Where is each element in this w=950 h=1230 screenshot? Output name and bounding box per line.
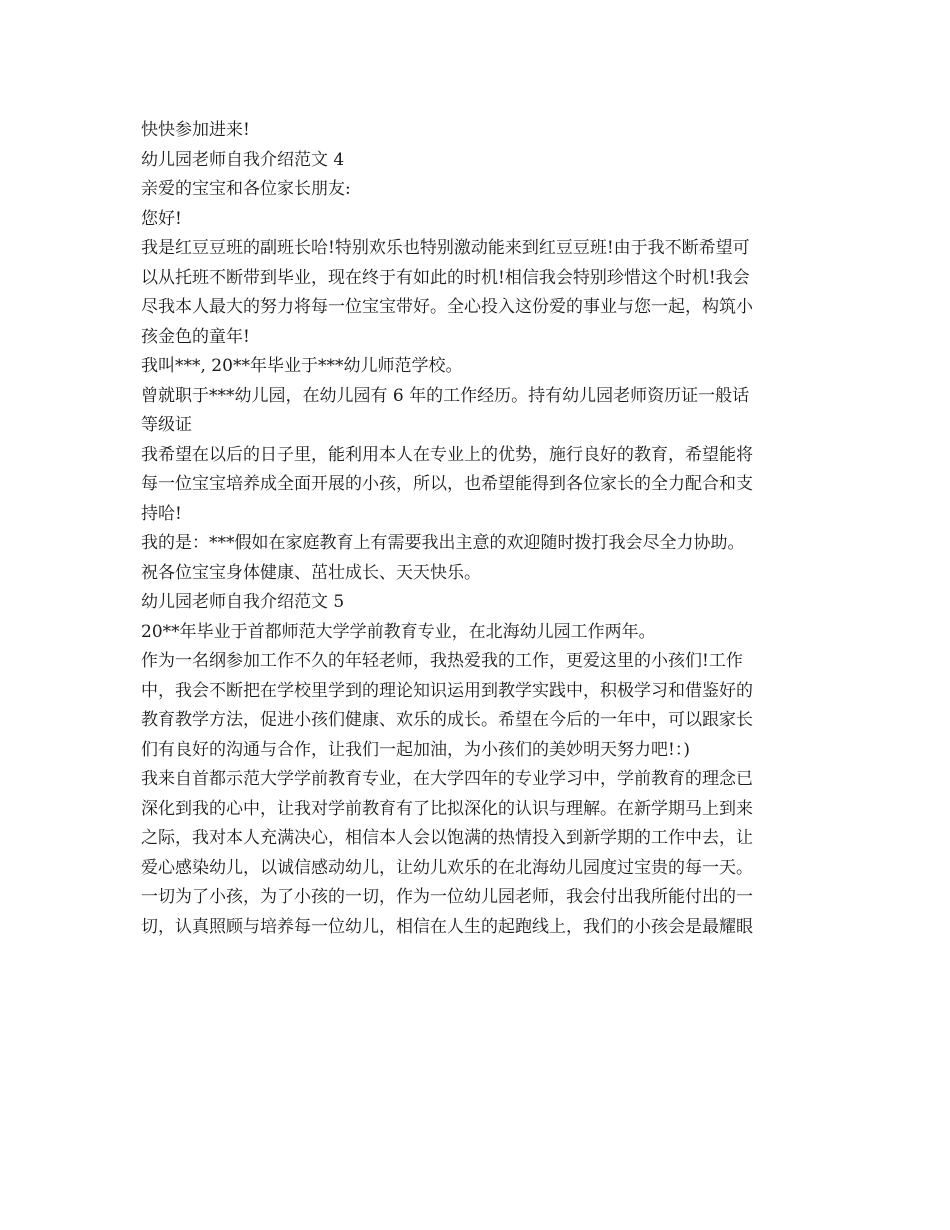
text-line: 我来自首都示范大学学前教育专业，在大学四年的专业学习中，学前教育的理念已 <box>141 769 753 789</box>
text-line: 曾就职于***幼儿园，在幼儿园有 6 年的工作经历。持有幼儿园老师资历证一般话 <box>141 385 750 406</box>
greeting-line: 您好! <box>141 208 182 229</box>
text-line: 爱心感染幼儿，以诚信感动幼儿，让幼儿欢乐的在北海幼儿园度过宝贵的每一天。 <box>141 857 753 878</box>
text-line: 孩金色的童年! <box>141 326 250 347</box>
text-line: 之际，我对本人充满决心，相信本人会以饱满的热情投入到新学期的工作中去，让 <box>141 828 753 848</box>
text-line: 以从托班不断带到毕业，现在终于有如此的时机!相信我会特别珍惜这个时机!我会 <box>141 267 750 288</box>
text-line: 20**年毕业于首都师范大学学前教育专业，在北海幼儿园工作两年。 <box>141 621 656 642</box>
text-line: 我希望在以后的日子里，能利用本人在专业上的优势，施行良好的教育，希望能将 <box>141 444 753 465</box>
section-heading: 幼儿园老师自我介绍范文 5 <box>141 592 345 612</box>
text-line: 尽我本人最大的努力将每一位宝宝带好。全心投入这份爱的事业与您一起，构筑小 <box>141 297 753 317</box>
greeting-line: 亲爱的宝宝和各位家长朋友: <box>141 179 351 199</box>
text-line: 们有良好的沟通与合作，让我们一起加油，为小孩们的美妙明天努力吧!：) <box>141 739 690 760</box>
document-body <box>141 116 821 942</box>
text-line: 每一位宝宝培养成全面开展的小孩，所以，也希望能得到各位家长的全力配合和支 <box>141 474 753 494</box>
text-line: 教育教学方法，促进小孩们健康、欢乐的成长。希望在今后的一年中，可以跟家长 <box>141 710 753 730</box>
text-line: 等级证 <box>141 415 192 435</box>
text-line: 作为一名纲参加工作不久的年轻老师，我热爱我的工作，更爱这里的小孩们!工作 <box>141 651 743 671</box>
text-line: 持哈! <box>141 503 182 524</box>
text-line: 我的是：***假如在家庭教育上有需要我出主意的欢迎随时拨打我会尽全力协助。 <box>141 533 745 553</box>
text-line: 深化到我的心中，让我对学前教育有了比拟深化的认识与理解。在新学期马上到来 <box>141 798 753 819</box>
text-line: 我是红豆豆班的副班长哈!特别欢乐也特别激动能来到红豆豆班!由于我不断希望可 <box>141 238 750 258</box>
section-heading: 幼儿园老师自我介绍范文 4 <box>141 149 345 170</box>
text-line: 祝各位宝宝身体健康、茁壮成长、天天快乐。 <box>141 562 481 583</box>
text-line: 中，我会不断把在学校里学到的理论知识运用到教学实践中，积极学习和借鉴好的 <box>141 680 753 701</box>
text-line: 一切为了小孩，为了小孩的一切，作为一位幼儿园老师，我会付出我所能付出的一 <box>141 887 753 907</box>
text-line: 切，认真照顾与培养每一位幼儿，相信在人生的起跑线上，我们的小孩会是最耀眼 <box>141 916 753 937</box>
text-line: 快快参加进来! <box>141 120 250 140</box>
text-line: 我叫***, 20**年毕业于***幼儿师范学校。 <box>141 356 463 376</box>
